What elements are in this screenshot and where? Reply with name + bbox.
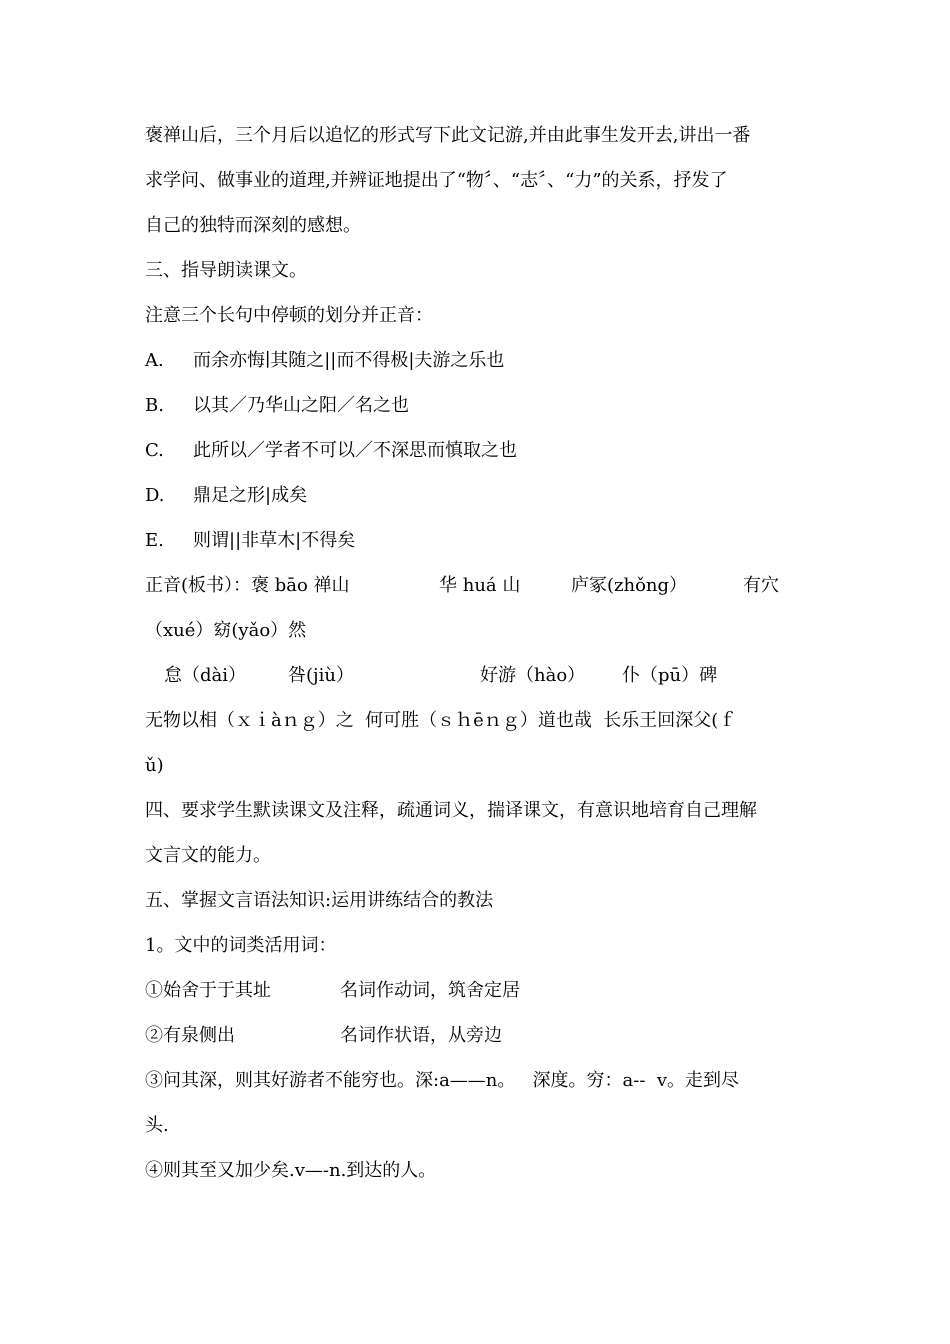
pause-text: 则谓||非草木|不得矣 <box>193 530 356 551</box>
pronunciation-entry: 庐冢(zhǒng） <box>571 575 688 596</box>
text-line: 注意三个长句中停顿的划分并正音： <box>145 305 433 326</box>
subheading: 1。文中的词类活用词： <box>145 935 337 956</box>
pronunciation-entry: 华 huá 山 <box>439 575 521 596</box>
pause-label: C. <box>145 440 164 461</box>
section-heading-3: 三、指导朗读课文。 <box>145 260 307 281</box>
pause-label: D. <box>145 485 165 506</box>
pause-text: 此所以／学者不可以／不深思而慎取之也 <box>193 440 517 461</box>
text-line: 求学问、做事业的道理,并辨证地提出了“物〞、“志〞、“力”的关系，抒发了 <box>145 170 728 191</box>
text-line: 文言文的能力。 <box>145 845 271 866</box>
pause-label: B. <box>145 395 164 416</box>
text-line: 自己的独特而深刻的感想。 <box>145 215 361 236</box>
section-heading-4: 四、要求学生默读课文及注释，疏通词义，揣译课文，有意识地培育自己理解 <box>145 800 757 821</box>
pronunciation-entry: 怠（dài） <box>164 665 247 686</box>
word-class-item: ④则其至又加少矣.v—-n.到达的人。 <box>145 1160 437 1181</box>
text-line: 头. <box>145 1115 169 1136</box>
pronunciation-entry: 仆（pū）碑 <box>622 665 718 686</box>
pronunciation-entry: 有穴 <box>743 575 779 596</box>
pause-label: A. <box>145 350 164 371</box>
pronunciation-row: （xué）窈(yǎo）然 <box>145 620 307 641</box>
item-note: 名词作状语，从旁边 <box>340 1025 502 1046</box>
word-class-item: ③问其深，则其好游者不能穷也。深:a——n。 深度。穷：a-- v。走到尽 <box>145 1070 740 1091</box>
section-heading-5: 五、掌握文言语法知识:运用讲练结合的教法 <box>145 890 494 911</box>
item-note: 名词作动词，筑舍定居 <box>340 980 520 1001</box>
pause-text: 鼎足之形|成矣 <box>193 485 308 506</box>
pronunciation-row: ǔ) <box>145 755 164 776</box>
item-text: ②有泉侧出 <box>145 1025 235 1046</box>
pronunciation-entry: 正音(板书）：褒 bāo 禅山 <box>145 575 350 596</box>
item-text: ①始舍于于其址 <box>145 980 271 1001</box>
pronunciation-entry: 咎(jiù） <box>288 665 354 686</box>
pause-label: E. <box>145 530 164 551</box>
pronunciation-entry: 好游（hào） <box>480 665 586 686</box>
pronunciation-row: 无物以相（ｘｉàｎｇ）之 何可胜（ｓｈēｎｇ）道也哉 长乐王回深父(ｆ <box>145 710 737 731</box>
text-line: 褒禅山后，三个月后以追忆的形式写下此文记游,并由此事生发开去,讲出一番 <box>145 125 751 146</box>
pause-text: 而余亦悔∣其随之||而不得极|夫游之乐也 <box>193 350 505 371</box>
pause-text: 以其／乃华山之阳／名之也 <box>193 395 409 416</box>
